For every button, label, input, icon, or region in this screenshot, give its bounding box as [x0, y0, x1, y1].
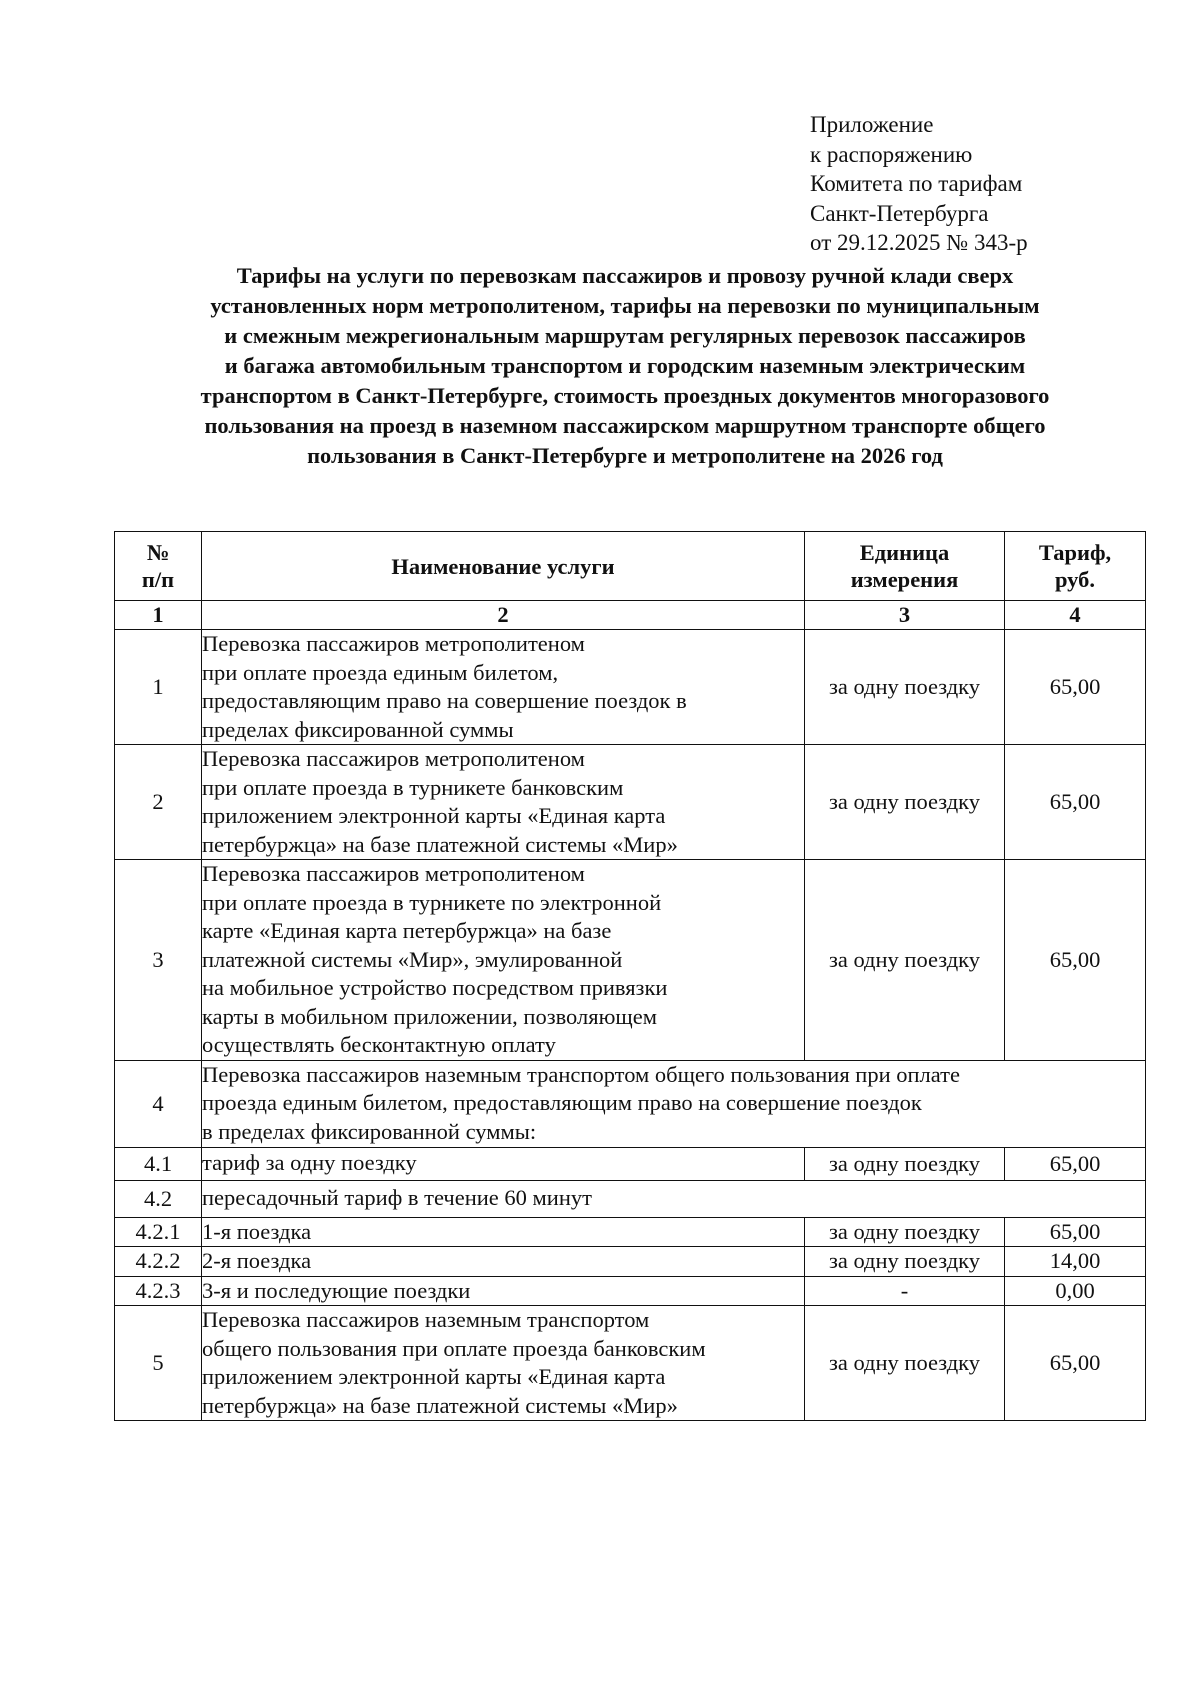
appendix-line: Комитета по тарифам	[810, 171, 1023, 196]
title-line: и багажа автомобильным транспортом и городским наземным электрическим	[224, 353, 1026, 378]
row-number: 5	[115, 1306, 202, 1421]
unit-cell: за одну поездку	[805, 1217, 1005, 1247]
tariff-cell: 0,00	[1005, 1276, 1146, 1306]
title-line: Тарифы на услуги по перевозкам пассажиров и провозу ручной клади сверх	[236, 263, 1014, 288]
service-name-line: Перевозка пассажиров метрополитеном	[202, 861, 585, 886]
table-row	[115, 1060, 1146, 1147]
table-header-row	[115, 532, 1146, 601]
service-name-line: приложением электронной карты «Единая карта	[202, 803, 666, 828]
title-line: пользования в Санкт-Петербурге и метрополитене на 2026 год	[307, 443, 943, 468]
header-tariff	[1005, 532, 1146, 601]
table-row	[115, 1147, 1146, 1180]
service-name	[202, 1180, 1146, 1217]
column-index-cell: 2	[202, 601, 805, 630]
service-name-line: осуществлять бесконтактную оплату	[202, 1032, 556, 1057]
table-row	[115, 860, 1146, 1061]
table-row	[115, 1247, 1146, 1277]
service-name-line: в пределах фиксированной суммы:	[202, 1118, 537, 1144]
service-name-line: карты в мобильном приложении, позволяющем	[202, 1003, 657, 1029]
title-line: и смежным межрегиональным маршрутам регулярных перевозок пассажиров	[224, 323, 1026, 348]
unit-cell: -	[805, 1276, 1005, 1306]
tariff-cell: 65,00	[1005, 630, 1146, 745]
service-name-line: при оплате проезда единым билетом,	[202, 659, 559, 685]
service-name-line: при оплате проезда в турникете по электронной	[202, 889, 662, 915]
row-number: 4.2	[115, 1180, 202, 1217]
service-name-line: карте «Единая карта петербуржца» на базе	[202, 918, 612, 943]
header-unit	[805, 532, 1005, 601]
service-name-line: пересадочный тариф в течение 60 минут	[202, 1185, 592, 1211]
service-name-line: общего пользования при оплате проезда банковским	[202, 1335, 706, 1361]
document-title	[110, 261, 1140, 471]
column-index-row	[115, 601, 1146, 630]
row-number: 4.2.3	[115, 1276, 202, 1306]
service-name-line: Перевозка пассажиров метрополитеном	[202, 746, 585, 771]
column-index-cell: 1	[115, 601, 202, 630]
row-number: 4.2.1	[115, 1217, 202, 1247]
service-name	[202, 630, 805, 745]
unit-cell: за одну поездку	[805, 745, 1005, 860]
header-name: Наименование услуги	[202, 532, 805, 601]
unit-cell: за одну поездку	[805, 1306, 1005, 1421]
service-name-line: на мобильное устройство посредством привязки	[202, 975, 668, 1000]
service-name-line: Перевозка пассажиров метрополитеном	[202, 631, 585, 656]
service-name-line: 3-я и последующие поездки	[202, 1277, 471, 1303]
appendix-block	[810, 110, 1130, 258]
service-name-line: 1-я поездка	[202, 1218, 312, 1244]
service-name	[202, 1060, 1146, 1147]
row-number: 4	[115, 1060, 202, 1147]
service-name-line: платежной системы «Мир», эмулированной	[202, 946, 623, 972]
column-index-cell: 4	[1005, 601, 1146, 630]
service-name-line: приложением электронной карты «Единая карта	[202, 1364, 666, 1389]
table-row	[115, 745, 1146, 860]
table-body	[115, 630, 1146, 1421]
title-line: установленных норм метрополитеном, тарифы на перевозки по муниципальным	[210, 293, 1040, 318]
service-name	[202, 1306, 805, 1421]
header-unit-line2: измерения	[850, 567, 959, 592]
header-tariff-line1: Тариф,	[1038, 540, 1112, 565]
header-num-line2: п/п	[141, 567, 175, 592]
header-tariff-line2: руб.	[1054, 567, 1096, 592]
tariff-cell: 14,00	[1005, 1247, 1146, 1277]
service-name-line: тариф за одну поездку	[202, 1150, 417, 1176]
row-number: 3	[115, 860, 202, 1061]
tariff-cell: 65,00	[1005, 1306, 1146, 1421]
appendix-line: Приложение	[810, 112, 934, 137]
tariff-cell: 65,00	[1005, 860, 1146, 1061]
service-name-line: 2-я поездка	[202, 1248, 312, 1273]
service-name	[202, 1276, 805, 1306]
service-name	[202, 1147, 805, 1180]
service-name-line: Перевозка пассажиров наземным транспортом	[202, 1307, 650, 1332]
appendix-line: от 29.12.2025 № 343-р	[810, 230, 1028, 255]
unit-cell: за одну поездку	[805, 630, 1005, 745]
service-name-line: Перевозка пассажиров наземным транспортом общего пользования при оплате	[202, 1061, 960, 1087]
tariff-cell: 65,00	[1005, 1147, 1146, 1180]
service-name-line: предоставляющим право на совершение поездок в	[202, 688, 687, 713]
appendix-line: к распоряжению	[810, 141, 973, 167]
unit-cell: за одну поездку	[805, 860, 1005, 1061]
header-num-line1: №	[146, 540, 170, 565]
service-name-line: петербуржца» на базе платежной системы «Мир»	[202, 1392, 678, 1418]
row-number: 1	[115, 630, 202, 745]
unit-cell: за одну поездку	[805, 1247, 1005, 1277]
title-line: транспортом в Санкт-Петербурге, стоимость проездных документов многоразового	[200, 383, 1050, 408]
unit-cell: за одну поездку	[805, 1147, 1005, 1180]
row-number: 4.1	[115, 1147, 202, 1180]
header-unit-line1: Единица	[859, 540, 950, 565]
row-number: 4.2.2	[115, 1247, 202, 1277]
appendix-line: Санкт-Петербурга	[810, 200, 989, 226]
header-num	[115, 532, 202, 601]
service-name-line: петербуржца» на базе платежной системы «Мир»	[202, 831, 678, 857]
table-row	[115, 1276, 1146, 1306]
service-name	[202, 1217, 805, 1247]
service-name-line: при оплате проезда в турникете банковским	[202, 774, 624, 800]
table-row	[115, 1217, 1146, 1247]
table-row	[115, 1180, 1146, 1217]
tariff-cell: 65,00	[1005, 745, 1146, 860]
service-name	[202, 745, 805, 860]
table-row	[115, 1306, 1146, 1421]
service-name	[202, 860, 805, 1061]
title-line: пользования на проезд в наземном пассажирском маршрутном транспорте общего	[204, 413, 1046, 438]
service-name	[202, 1247, 805, 1277]
tariff-cell: 65,00	[1005, 1217, 1146, 1247]
service-name-line: проезда единым билетом, предоставляющим право на совершение поездок	[202, 1090, 922, 1116]
row-number: 2	[115, 745, 202, 860]
service-name-line: пределах фиксированной суммы	[202, 716, 514, 742]
column-index-cell: 3	[805, 601, 1005, 630]
table-row	[115, 630, 1146, 745]
tariffs-table	[114, 531, 1146, 1421]
